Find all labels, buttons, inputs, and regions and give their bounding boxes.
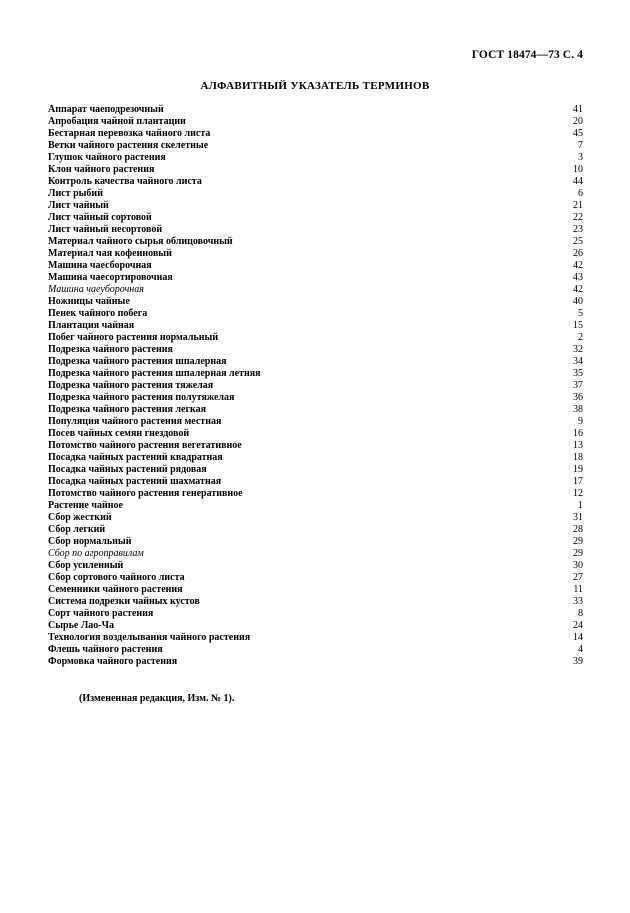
index-entry <box>48 536 583 548</box>
index-entry <box>48 476 583 488</box>
index-entry <box>48 284 583 296</box>
index-entry <box>48 320 583 332</box>
index-term-number: 30 <box>573 560 583 571</box>
index-term-number: 41 <box>573 104 583 115</box>
index-term-number: 37 <box>573 380 583 391</box>
index-term: Машина чаесборочная <box>48 260 152 271</box>
index-term: Материал чая кофеиновый <box>48 248 172 259</box>
index-term: Сбор нормальный <box>48 536 132 547</box>
index-term: Апробация чайной плантации <box>48 116 186 127</box>
index-entry <box>48 632 583 644</box>
index-term: Материал чайного сырья облицовочный <box>48 236 233 247</box>
index-term-number: 11 <box>573 584 583 595</box>
index-term-number: 34 <box>573 356 583 367</box>
index-term-number: 8 <box>578 608 583 619</box>
index-term-number: 4 <box>578 644 583 655</box>
index-entry <box>48 188 583 200</box>
page-header-standard: ГОСТ 18474—73 С. 4 <box>471 49 583 61</box>
index-entry <box>48 116 583 128</box>
index-entry <box>48 620 583 632</box>
index-term: Сбор по агроправилам <box>48 548 144 559</box>
index-entry <box>48 308 583 320</box>
index-entry <box>48 200 583 212</box>
index-term-number: 16 <box>573 428 583 439</box>
index-entry <box>48 344 583 356</box>
index-term-number: 20 <box>573 116 583 127</box>
index-term: Плантация чайная <box>48 320 135 331</box>
index-term-number: 23 <box>573 224 583 235</box>
index-term: Подрезка чайного растения шпалерная <box>48 356 227 367</box>
index-term-number: 29 <box>573 548 583 559</box>
index-term: Аппарат чаеподрезочный <box>48 104 164 115</box>
index-entry <box>48 560 583 572</box>
index-term-number: 24 <box>573 620 583 631</box>
index-term: Растение чайное <box>48 500 123 511</box>
index-term: Контроль качества чайного листа <box>48 176 202 187</box>
index-term-number: 10 <box>573 164 583 175</box>
index-term: Сбор легкий <box>48 524 106 535</box>
index-entry <box>48 656 583 668</box>
index-term: Пенек чайного побега <box>48 308 148 319</box>
index-entry <box>48 296 583 308</box>
index-term: Потомство чайного растения генеративное <box>48 488 243 499</box>
index-entry <box>48 260 583 272</box>
index-term-number: 45 <box>573 128 583 139</box>
index-term-number: 6 <box>578 188 583 199</box>
index-term-number: 12 <box>573 488 583 499</box>
index-entry <box>48 212 583 224</box>
index-term-number: 40 <box>573 296 583 307</box>
index-term: Подрезка чайного растения тяжелая <box>48 380 214 391</box>
index-term: Сбор усиленный <box>48 560 124 571</box>
index-entry <box>48 248 583 260</box>
index-term: Лист чайный несортовой <box>48 224 163 235</box>
index-entry <box>48 452 583 464</box>
index-term-number: 28 <box>573 524 583 535</box>
index-entry <box>48 500 583 512</box>
term-index-list <box>48 104 583 668</box>
index-term-number: 1 <box>578 500 583 511</box>
index-term-number: 43 <box>573 272 583 283</box>
index-term-number: 29 <box>573 536 583 547</box>
index-entry <box>48 488 583 500</box>
index-term: Бестарная перевозка чайного листа <box>48 128 211 139</box>
index-term-number: 21 <box>573 200 583 211</box>
index-term-number: 13 <box>573 440 583 451</box>
index-entry <box>48 584 583 596</box>
index-term: Система подрезки чайных кустов <box>48 596 200 607</box>
index-entry <box>48 104 583 116</box>
index-term-number: 33 <box>573 596 583 607</box>
index-term-number: 32 <box>573 344 583 355</box>
index-term: Клон чайного растения <box>48 164 155 175</box>
index-term: Лист чайный <box>48 200 109 211</box>
index-term: Подрезка чайного растения полутяжелая <box>48 392 235 403</box>
index-term: Технология возделывания чайного растения <box>48 632 251 643</box>
index-entry <box>48 608 583 620</box>
amendment-note: (Измененная редакция, Изм. № 1). <box>79 693 235 704</box>
index-term-number: 36 <box>573 392 583 403</box>
index-term: Лист рыбий <box>48 188 103 199</box>
index-term-number: 42 <box>573 260 583 271</box>
index-term: Подрезка чайного растения <box>48 344 173 355</box>
index-term: Посадка чайных растений квадратная <box>48 452 223 463</box>
index-term: Потомство чайного растения вегетативное <box>48 440 242 451</box>
index-term-number: 3 <box>578 152 583 163</box>
index-term-number: 2 <box>578 332 583 343</box>
index-term-number: 14 <box>573 632 583 643</box>
index-term-number: 18 <box>573 452 583 463</box>
index-term-number: 31 <box>573 512 583 523</box>
index-entry <box>48 332 583 344</box>
index-entry <box>48 380 583 392</box>
index-term: Сбор жесткий <box>48 512 112 523</box>
index-entry <box>48 236 583 248</box>
index-term-number: 42 <box>573 284 583 295</box>
index-term-number: 15 <box>573 320 583 331</box>
index-term: Подрезка чайного растения шпалерная летняя <box>48 368 261 379</box>
index-entry <box>48 368 583 380</box>
index-term-number: 25 <box>573 236 583 247</box>
index-term-number: 26 <box>573 248 583 259</box>
index-entry <box>48 416 583 428</box>
index-term: Подрезка чайного растения легкая <box>48 404 207 415</box>
index-entry <box>48 152 583 164</box>
index-term: Сбор сортового чайного листа <box>48 572 185 583</box>
index-entry <box>48 392 583 404</box>
index-term: Посев чайных семян гнездовой <box>48 428 190 439</box>
index-entry <box>48 464 583 476</box>
index-term-number: 44 <box>573 176 583 187</box>
index-term-number: 22 <box>573 212 583 223</box>
index-entry <box>48 512 583 524</box>
index-term: Посадка чайных растений рядовая <box>48 464 207 475</box>
index-entry <box>48 404 583 416</box>
index-term: Ножницы чайные <box>48 296 130 307</box>
index-entry <box>48 128 583 140</box>
index-term-number: 27 <box>573 572 583 583</box>
index-term-number: 9 <box>578 416 583 427</box>
document-title: АЛФАВИТНЫЙ УКАЗАТЕЛЬ ТЕРМИНОВ <box>200 80 430 92</box>
index-term: Машина чаесортировочная <box>48 272 173 283</box>
index-term-number: 7 <box>578 140 583 151</box>
index-term: Ветки чайного растения скелетные <box>48 140 209 151</box>
index-entry <box>48 548 583 560</box>
index-entry <box>48 440 583 452</box>
index-term-number: 38 <box>573 404 583 415</box>
index-term: Лист чайный сортовой <box>48 212 152 223</box>
index-term: Семенники чайного растения <box>48 584 183 595</box>
index-entry <box>48 428 583 440</box>
index-term: Побег чайного растения нормальный <box>48 332 219 343</box>
index-term-number: 5 <box>578 308 583 319</box>
index-entry <box>48 596 583 608</box>
index-entry <box>48 524 583 536</box>
index-term: Сорт чайного растения <box>48 608 154 619</box>
index-term-number: 17 <box>573 476 583 487</box>
index-term-number: 35 <box>573 368 583 379</box>
index-entry <box>48 164 583 176</box>
index-term: Сырье Лао-Ча <box>48 620 114 631</box>
index-entry <box>48 176 583 188</box>
index-entry <box>48 224 583 236</box>
index-entry <box>48 140 583 152</box>
index-term-number: 39 <box>573 656 583 667</box>
index-entry <box>48 572 583 584</box>
index-entry <box>48 644 583 656</box>
index-term: Флешь чайного растения <box>48 644 163 655</box>
index-entry <box>48 356 583 368</box>
index-entry <box>48 272 583 284</box>
index-term: Формовка чайного растения <box>48 656 178 667</box>
index-term: Популяция чайного растения местная <box>48 416 222 427</box>
index-term: Глушок чайного растения <box>48 152 166 163</box>
index-term-number: 19 <box>573 464 583 475</box>
index-term: Посадка чайных растений шахматная <box>48 476 222 487</box>
index-term: Машина чаеуборочная <box>48 284 144 295</box>
